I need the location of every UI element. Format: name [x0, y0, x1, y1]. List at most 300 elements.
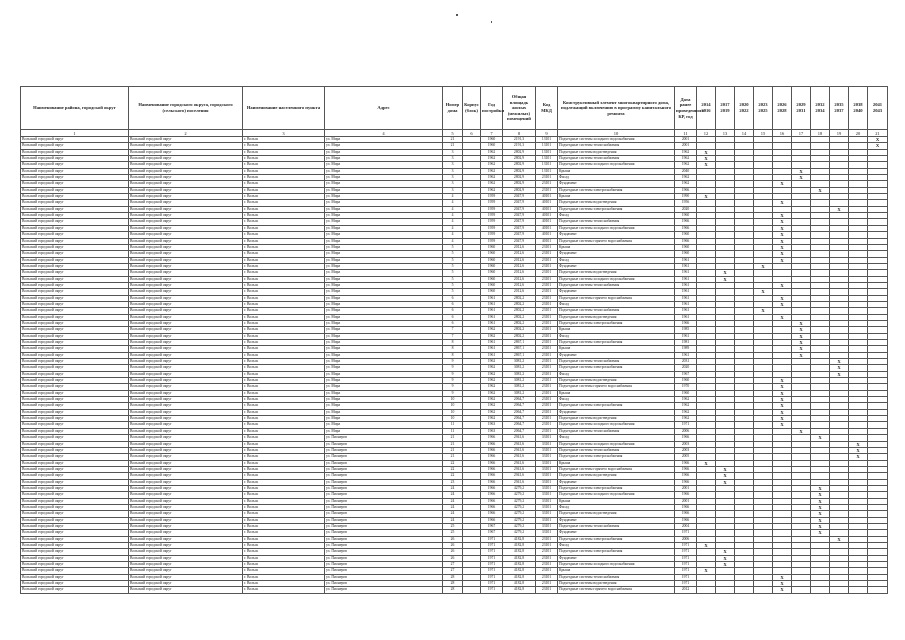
table-cell: Вольский городской округ [21, 194, 129, 200]
table-cell: 3081,2 [503, 378, 536, 384]
table-cell: 2047,9 [503, 213, 536, 219]
table-cell: Крыша [558, 460, 675, 466]
table-cell: ул. Мира [325, 137, 443, 143]
table-cell: 4182,8 [503, 536, 536, 542]
table-cell: 8 [443, 352, 463, 358]
table-cell: г. Вольск [243, 454, 325, 460]
table-cell: 23101 [536, 397, 558, 403]
table-cell: Фасад [558, 435, 675, 441]
table-cell: 1963 [481, 428, 503, 434]
table-cell: 1966 [675, 435, 697, 441]
table-cell: 10 [443, 409, 463, 415]
table-cell: 1989 [675, 346, 697, 352]
table-cell: ул. Мира [325, 390, 443, 396]
table-cell: Подъездные системы теплоснабжения [558, 359, 675, 365]
table-cell: 2012,6 [503, 276, 536, 282]
table-cell: 33101 [536, 530, 558, 536]
table-cell: 33101 [536, 485, 558, 491]
table-cell: 23101 [536, 314, 558, 320]
table-cell: 4279,2 [503, 517, 536, 523]
schedule-cell: X [773, 581, 792, 587]
table-cell: 4 [443, 206, 463, 212]
table-cell: 1962 [675, 175, 697, 181]
table-cell: 2020 [675, 206, 697, 212]
table-cell: 1959 [481, 194, 503, 200]
table-cell: ул. Мира [325, 225, 443, 231]
table-cell: Вольский городской округ [129, 244, 243, 250]
table-cell: 1960 [675, 378, 697, 384]
table-cell: Подъездные системы теплоснабжения [558, 308, 675, 314]
table-cell: Фасад [558, 333, 675, 339]
table-cell: ул. Пионеров [325, 498, 443, 504]
table-cell: 2012,6 [503, 263, 536, 269]
schedule-cell: X [792, 168, 811, 174]
table-cell: 4 [443, 194, 463, 200]
table-cell: Вольский городской округ [129, 295, 243, 301]
column-number: 6 [463, 130, 481, 137]
table-cell: Вольский городской округ [21, 251, 129, 257]
table-cell: Вольский городской округ [21, 162, 129, 168]
table-cell: 23101 [536, 257, 558, 263]
column-number: 19 [830, 130, 849, 137]
table-cell: ул. Мира [325, 428, 443, 434]
table-cell: г. Вольск [243, 200, 325, 206]
table-cell: ул. Мира [325, 263, 443, 269]
column-header: 2038 2040 [849, 87, 868, 130]
table-cell: 11 [443, 428, 463, 434]
schedule-cell: X [773, 282, 792, 288]
table-cell: ул. Мира [325, 314, 443, 320]
table-cell: ул. Пионеров [325, 536, 443, 542]
table-cell: г. Вольск [243, 295, 325, 301]
table-cell: г. Вольск [243, 555, 325, 561]
table-cell: 21 [443, 441, 463, 447]
table-cell: г. Вольск [243, 492, 325, 498]
column-number: 10 [558, 130, 675, 137]
table-cell: Вольский городской округ [129, 308, 243, 314]
schedule-cell: X [849, 454, 868, 460]
table-cell: 1966 [675, 225, 697, 231]
table-cell: 2012,6 [503, 289, 536, 295]
table-cell: Вольский городской округ [21, 143, 129, 149]
table-cell: 1961 [675, 289, 697, 295]
column-number: 2 [129, 130, 243, 137]
table-cell: 1961 [675, 308, 697, 314]
table-cell: 1962 [481, 359, 503, 365]
table-cell: Вольский городской округ [21, 454, 129, 460]
column-header: Корпус (блок) [463, 87, 481, 130]
table-cell: Вольский городской округ [129, 435, 243, 441]
table-cell: 4182,8 [503, 549, 536, 555]
column-number: 14 [735, 130, 754, 137]
schedule-cell: X [773, 314, 792, 320]
table-cell: ул. Пионеров [325, 504, 443, 510]
table-cell: 3081,2 [503, 371, 536, 377]
table-cell: Вольский городской округ [129, 194, 243, 200]
table-cell: ул. Мира [325, 175, 443, 181]
table-cell: 4182,8 [503, 574, 536, 580]
schedule-cell: X [773, 181, 792, 187]
table-cell: Фундамент [558, 181, 675, 187]
column-number: 20 [849, 130, 868, 137]
table-cell: ул. Мира [325, 308, 443, 314]
table-cell: Фундамент [558, 409, 675, 415]
table-cell: Вольский городской округ [129, 333, 243, 339]
table-cell: ул. Мира [325, 365, 443, 371]
table-cell: 1960 [481, 270, 503, 276]
table-cell: 4279,2 [503, 504, 536, 510]
table-cell: 1971 [675, 555, 697, 561]
table-cell: ул. Пионеров [325, 485, 443, 491]
table-cell: 2012 [675, 587, 697, 593]
table-cell: 1971 [675, 581, 697, 587]
table-cell: Вольский городской округ [129, 581, 243, 587]
table-cell: 1961 [675, 270, 697, 276]
table-cell: г. Вольск [243, 282, 325, 288]
table-cell: г. Вольск [243, 498, 325, 504]
table-cell: г. Вольск [243, 263, 325, 269]
table-cell: Вольский городской округ [21, 384, 129, 390]
table-cell: Крыша [558, 346, 675, 352]
schedule-cell [716, 587, 735, 593]
table-cell: Вольский городской округ [21, 511, 129, 517]
table-cell: Вольский городской округ [21, 517, 129, 523]
table-cell: 23 [443, 479, 463, 485]
table-cell: 6 [443, 301, 463, 307]
table-cell: 1959 [481, 225, 503, 231]
table-cell: Фундамент [558, 352, 675, 358]
table-cell: ул. Мира [325, 168, 443, 174]
table-cell: ул. Пионеров [325, 435, 443, 441]
table-cell: Фасад [558, 175, 675, 181]
table-cell: 23101 [536, 428, 558, 434]
table-cell: 23101 [536, 562, 558, 568]
schedule-cell: X [773, 390, 792, 396]
table-cell: г. Вольск [243, 530, 325, 536]
table-cell: 1962 [481, 371, 503, 377]
schedule-cell: X [811, 485, 830, 491]
table-cell: 40101 [536, 232, 558, 238]
column-header: Год постройки [481, 87, 503, 130]
table-cell: г. Вольск [243, 137, 325, 143]
table-cell: 1961 [675, 276, 697, 282]
table-cell: 33101 [536, 517, 558, 523]
table-cell: г. Вольск [243, 232, 325, 238]
table-cell: Вольский городской округ [21, 378, 129, 384]
table-cell: 1961 [481, 314, 503, 320]
table-cell: г. Вольск [243, 149, 325, 155]
table-cell: Подъездные системы водоотведения [558, 149, 675, 155]
table-cell: г. Вольск [243, 504, 325, 510]
table-cell: 1971 [481, 536, 503, 542]
table-cell: Вольский городской округ [129, 454, 243, 460]
table-cell: 2064,7 [503, 403, 536, 409]
table-cell: Вольский городской округ [21, 397, 129, 403]
table-cell: г. Вольск [243, 352, 325, 358]
table-cell: 1966 [481, 447, 503, 453]
table-cell: 1971 [481, 555, 503, 561]
table-cell: Вольский городской округ [129, 378, 243, 384]
table-cell: Вольский городской округ [21, 200, 129, 206]
table-cell: 1967 [675, 371, 697, 377]
table-cell: 33101 [536, 504, 558, 510]
table-cell: 1961 [481, 346, 503, 352]
table-cell: 2001 [675, 498, 697, 504]
table-cell: Вольский городской округ [21, 206, 129, 212]
schedule-cell: X [697, 460, 716, 466]
table-cell: Вольский городской округ [129, 562, 243, 568]
table-cell: 2047,9 [503, 232, 536, 238]
table-cell: г. Вольск [243, 517, 325, 523]
schedule-cell: X [697, 568, 716, 574]
table-cell: ул. Пионеров [325, 581, 443, 587]
table-cell: ул. Мира [325, 371, 443, 377]
table-cell: 2941,6 [503, 473, 536, 479]
schedule-cell [849, 587, 868, 593]
table-cell: Вольский городской округ [21, 213, 129, 219]
table-cell: 23101 [536, 384, 558, 390]
table-cell: Вольский городской округ [129, 251, 243, 257]
schedule-cell: X [792, 327, 811, 333]
schedule-cell: X [830, 365, 849, 371]
table-cell: 2191,3 [503, 143, 536, 149]
table-cell: ул. Мира [325, 200, 443, 206]
table-cell: 2064,7 [503, 397, 536, 403]
table-cell: 23101 [536, 289, 558, 295]
table-cell: 21 [443, 454, 463, 460]
table-cell: 4182,8 [503, 581, 536, 587]
table-cell: г. Вольск [243, 225, 325, 231]
column-header: 2026 2028 [773, 87, 792, 130]
table-cell: г. Вольск [243, 333, 325, 339]
table-cell: Вольский городской округ [21, 301, 129, 307]
schedule-cell [811, 587, 830, 593]
table-cell: Вольский городской округ [21, 333, 129, 339]
schedule-cell: X [773, 244, 792, 250]
table-cell: 13101 [536, 137, 558, 143]
schedule-cell: X [792, 340, 811, 346]
table-cell: 5 [443, 244, 463, 250]
table-cell: 2802,2 [503, 301, 536, 307]
table-cell: Вольский городской округ [129, 225, 243, 231]
table-cell: ул. Мира [325, 340, 443, 346]
column-number: 16 [773, 130, 792, 137]
table-cell: Вольский городской округ [129, 162, 243, 168]
table-cell: Фундамент [558, 530, 675, 536]
schedule-cell: X [697, 162, 716, 168]
schedule-cell: X [754, 289, 773, 295]
table-cell: Вольский городской округ [129, 587, 243, 593]
table-cell: 2047,9 [503, 194, 536, 200]
table-cell: Вольский городской округ [21, 498, 129, 504]
table-cell: Фундамент [558, 263, 675, 269]
table-cell: ул. Мира [325, 162, 443, 168]
table-cell: 4182,8 [503, 587, 536, 593]
table-header-row [21, 87, 888, 130]
table-cell: 24 [443, 517, 463, 523]
table-cell: 1966 [675, 238, 697, 244]
table-cell: 1960 [675, 251, 697, 257]
table-cell: ул. Мира [325, 346, 443, 352]
table-cell: г. Вольск [243, 422, 325, 428]
table-cell: Вольский городской округ [129, 460, 243, 466]
table-cell: 2003 [675, 441, 697, 447]
column-header: Конструктивный элемент многоквартирного дома, подлежащий включению в программу капитального ремонта [558, 87, 675, 130]
table-cell: г. Вольск [243, 314, 325, 320]
table-cell: Вольский городской округ [129, 289, 243, 295]
table-cell: 23101 [536, 536, 558, 542]
table-cell: 5 [443, 276, 463, 282]
table-cell: 33101 [536, 511, 558, 517]
table-cell: 23101 [536, 276, 558, 282]
schedule-cell: X [697, 194, 716, 200]
table-cell: Вольский городской округ [129, 314, 243, 320]
schedule-cell: X [697, 156, 716, 162]
table-cell: Фундамент [558, 479, 675, 485]
table-cell: Подъездные системы теплоснабжения [558, 282, 675, 288]
table-cell: 2941,6 [503, 454, 536, 460]
table-cell: 21 [443, 137, 463, 143]
table-cell: г. Вольск [243, 270, 325, 276]
table-cell: 9 [443, 384, 463, 390]
table-cell: Вольский городской округ [129, 371, 243, 377]
table-cell: 1962 [481, 378, 503, 384]
table-cell: 25 [443, 523, 463, 529]
table-cell: 1962 [481, 409, 503, 415]
table-cell: 5 [443, 289, 463, 295]
table-cell: ул. Пионеров [325, 466, 443, 472]
table-cell: 1966 [481, 454, 503, 460]
table-cell: 11 [443, 422, 463, 428]
table-cell: ул. Мира [325, 232, 443, 238]
column-number: 8 [503, 130, 536, 137]
table-cell: Вольский городской округ [21, 340, 129, 346]
table-cell: Вольский городской округ [21, 327, 129, 333]
schedule-cell: X [811, 511, 830, 517]
schedule-cell: X [697, 149, 716, 155]
schedule-cell: X [811, 435, 830, 441]
table-cell: г. Вольск [243, 162, 325, 168]
schedule-cell: X [716, 473, 735, 479]
table-cell: 1966 [675, 466, 697, 472]
table-cell: 4182,8 [503, 562, 536, 568]
table-cell: 1962 [481, 365, 503, 371]
table-cell: 40101 [536, 206, 558, 212]
table-cell: 2003 [675, 447, 697, 453]
table-cell: Подъездные системы холодного водоснабжения [558, 162, 675, 168]
table-cell: 2941,6 [503, 460, 536, 466]
table-cell: 23101 [536, 587, 558, 593]
table-cell: 4279,2 [503, 530, 536, 536]
table-cell: 33101 [536, 473, 558, 479]
table-cell: Вольский городской округ [129, 340, 243, 346]
table-cell: Вольский городской округ [129, 200, 243, 206]
table-cell: Фасад [558, 301, 675, 307]
table-cell: Вольский городской округ [21, 365, 129, 371]
table-cell: 22 [443, 473, 463, 479]
table-cell: г. Вольск [243, 320, 325, 326]
table-cell: ул. Мира [325, 156, 443, 162]
table-cell: Вольский городской округ [21, 485, 129, 491]
table-cell: Вольский городской округ [129, 219, 243, 225]
table-cell: Крыша [558, 194, 675, 200]
table-cell: г. Вольск [243, 466, 325, 472]
table-cell: 2941,6 [503, 466, 536, 472]
table-cell: 2047,9 [503, 225, 536, 231]
table-cell: 1971 [675, 422, 697, 428]
table-cell: 23101 [536, 543, 558, 549]
table-cell: 23101 [536, 403, 558, 409]
table-cell: 2020 [675, 365, 697, 371]
table-cell: 2802,9 [503, 156, 536, 162]
table-cell: 3081,2 [503, 359, 536, 365]
table-cell: 2802,2 [503, 320, 536, 326]
table-cell: 23101 [536, 263, 558, 269]
table-cell: ул. Мира [325, 327, 443, 333]
table-cell: г. Вольск [243, 581, 325, 587]
table-cell: Фасад [558, 257, 675, 263]
table-cell: 3 [443, 149, 463, 155]
table-cell: 1962 [481, 149, 503, 155]
table-cell: Вольский городской округ [129, 473, 243, 479]
table-cell: 1962 [481, 416, 503, 422]
table-cell: Вольский городской округ [21, 536, 129, 542]
table-cell: 2047,9 [503, 219, 536, 225]
table-cell: 1971 [675, 549, 697, 555]
table-cell: 2031 [675, 359, 697, 365]
table-cell: Вольский городской округ [129, 530, 243, 536]
table-cell: 2802,9 [503, 149, 536, 155]
table-cell: 2802,2 [503, 333, 536, 339]
table-cell: Вольский городской округ [21, 403, 129, 409]
table-cell: г. Вольск [243, 511, 325, 517]
table-cell: 4279,2 [503, 485, 536, 491]
table-cell: Подъездные системы холодного водоснабжения [558, 562, 675, 568]
table-cell: 2004 [675, 523, 697, 529]
schedule-cell: X [811, 498, 830, 504]
table-cell: 26 [443, 555, 463, 561]
table-cell: г. Вольск [243, 416, 325, 422]
table-cell: 1962 [481, 181, 503, 187]
table-cell: 1960 [675, 232, 697, 238]
table-cell: г. Вольск [243, 194, 325, 200]
table-cell: ул. Мира [325, 378, 443, 384]
table-cell: 5 [443, 257, 463, 263]
table-cell: Вольский городской округ [21, 504, 129, 510]
table-cell: Вольский городской округ [21, 492, 129, 498]
table-cell: 4 [443, 213, 463, 219]
table-cell: Вольский городской округ [129, 511, 243, 517]
column-header: Наименование населенного пункта [243, 87, 325, 130]
table-cell: Вольский городской округ [21, 479, 129, 485]
table-cell: 5 [443, 251, 463, 257]
table-cell: 2005 [675, 454, 697, 460]
table-cell: 23101 [536, 555, 558, 561]
table-cell: Вольский городской округ [129, 485, 243, 491]
table-cell: 1960 [481, 137, 503, 143]
table-cell: 1971 [481, 581, 503, 587]
table-cell: ул. Мира [325, 295, 443, 301]
table-cell: Вольский городской округ [129, 263, 243, 269]
table-cell: 2941,6 [503, 447, 536, 453]
table-cell: ул. Мира [325, 276, 443, 282]
schedule-cell: X [811, 523, 830, 529]
table-cell: 23101 [536, 251, 558, 257]
schedule-cell: X [773, 416, 792, 422]
schedule-cell: X [773, 257, 792, 263]
column-number: 4 [325, 130, 443, 137]
table-cell: г. Вольск [243, 384, 325, 390]
